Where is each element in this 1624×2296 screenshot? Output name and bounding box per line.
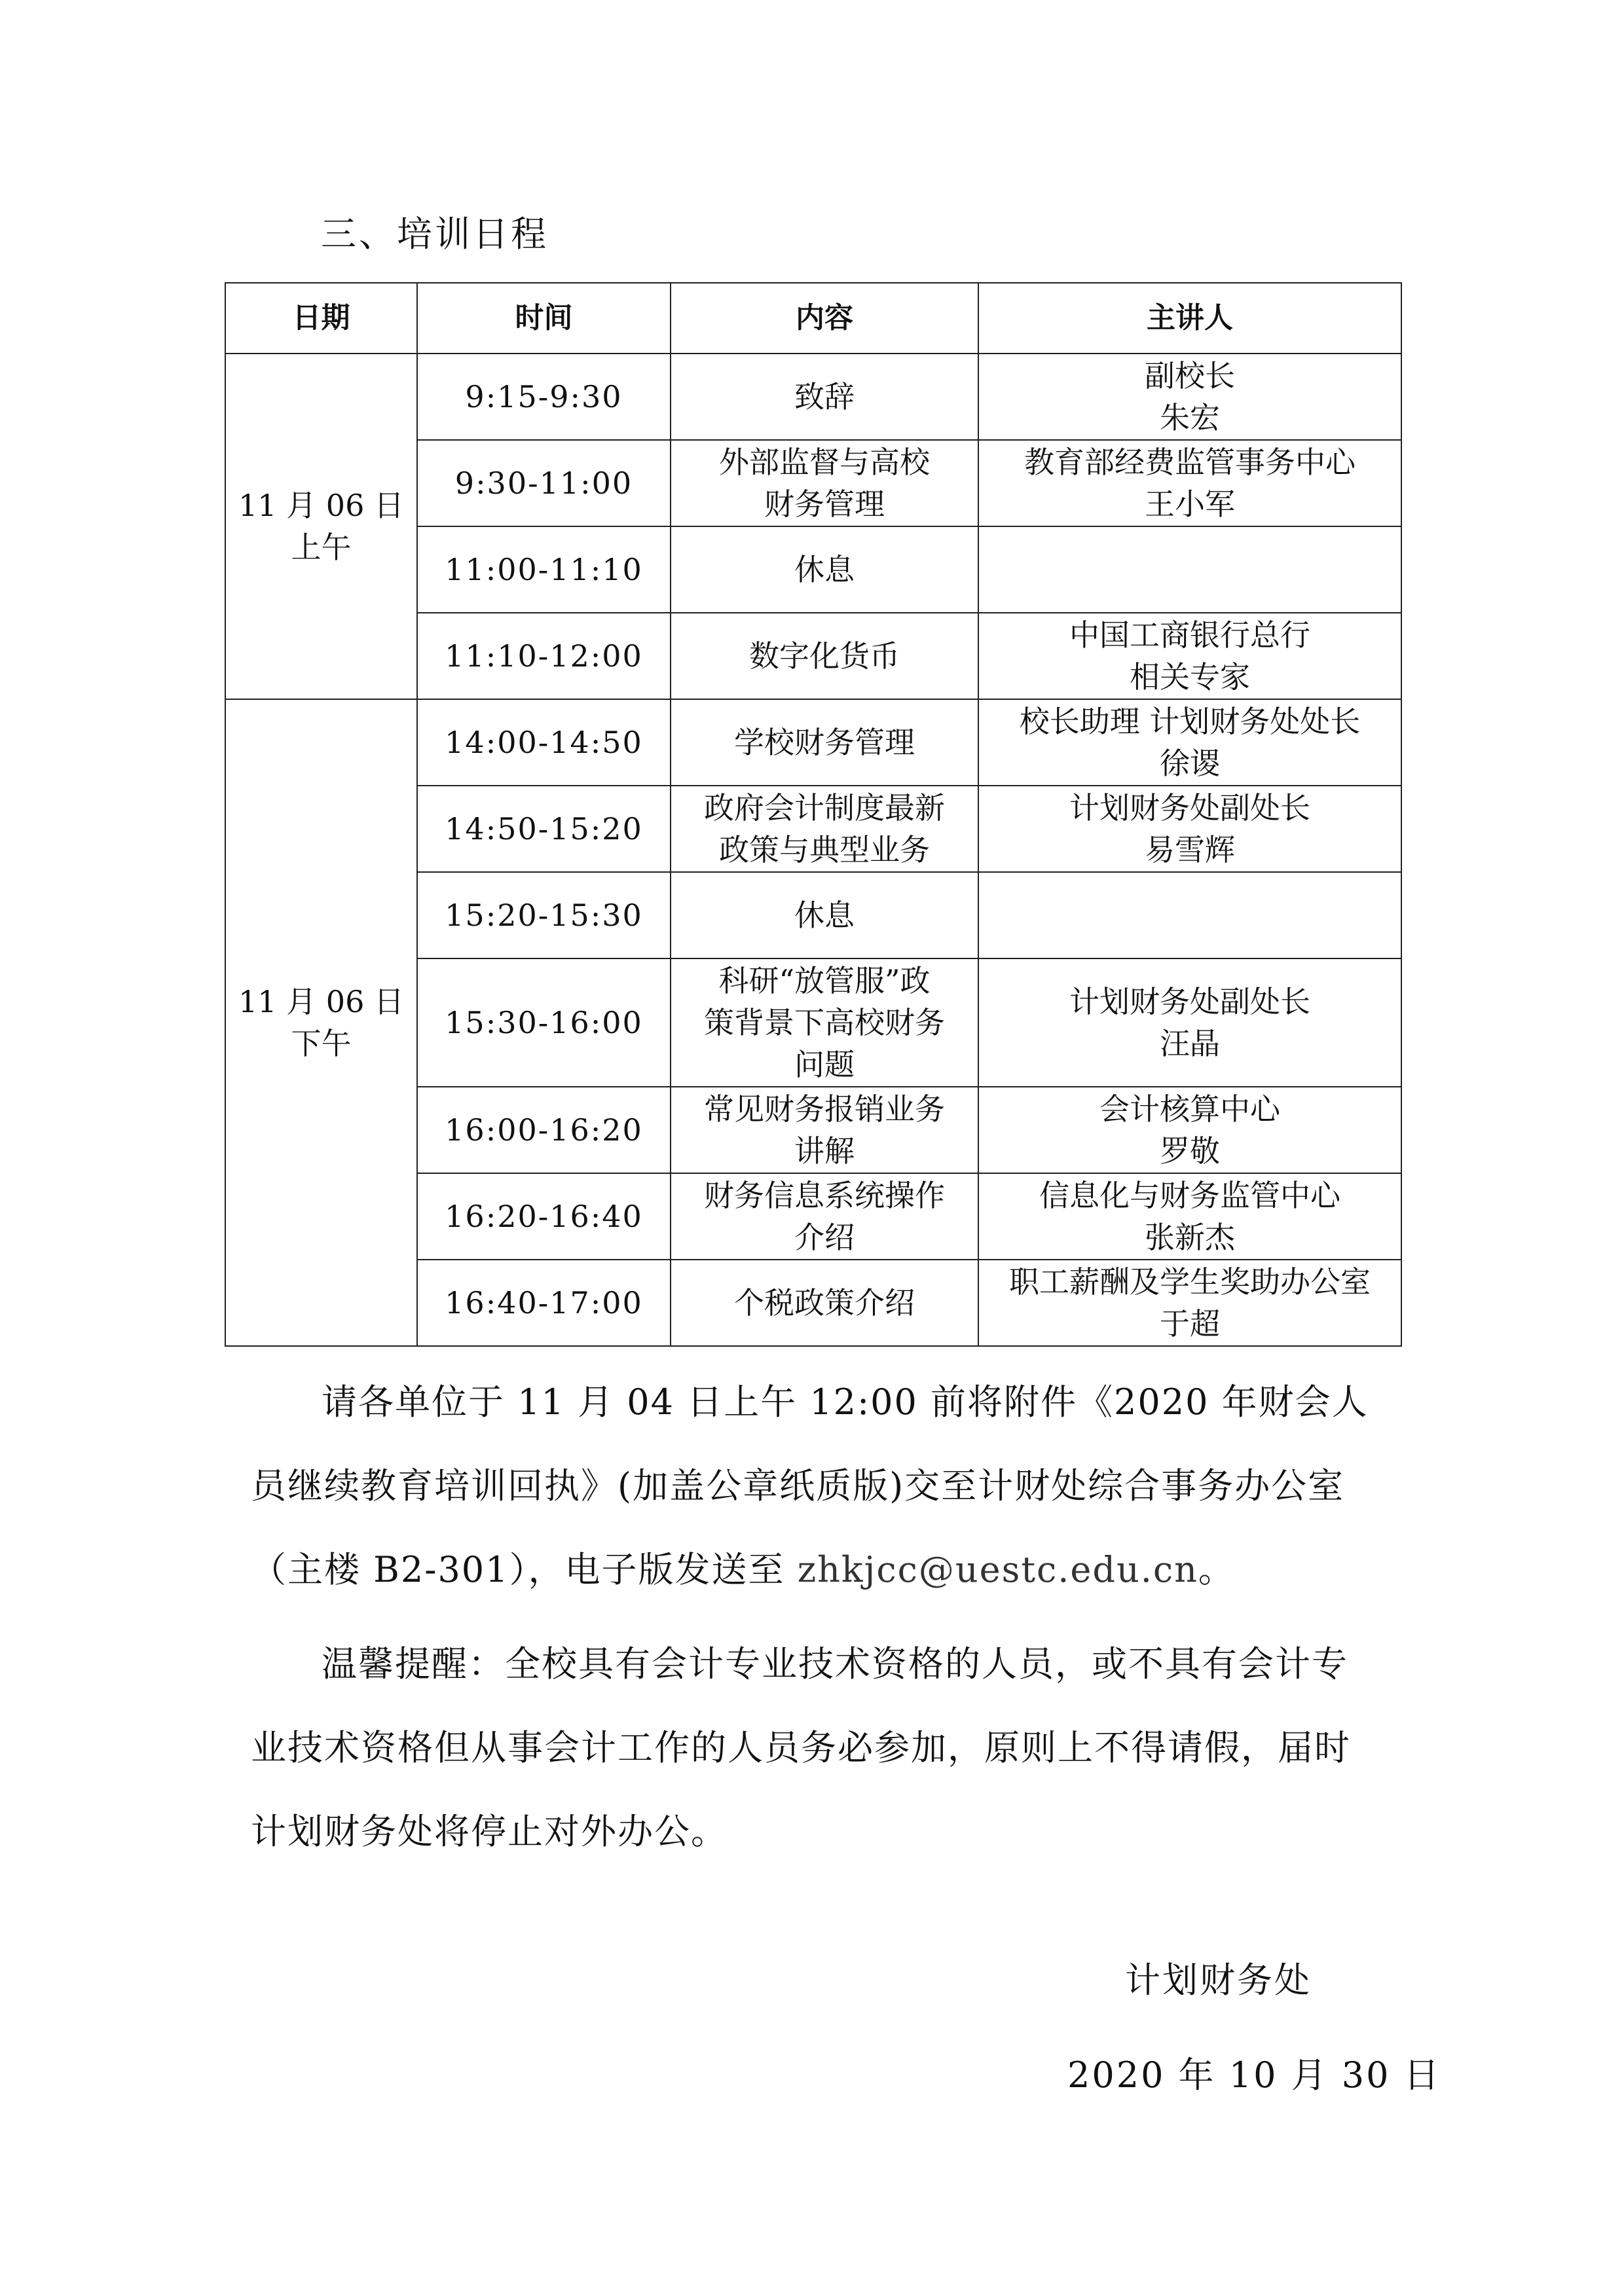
content-cell [671, 613, 978, 699]
content-line: 问题 [794, 1047, 855, 1082]
time-cell: 14:50-15:20 [417, 786, 671, 872]
email-address: zhkjcc@uestc.edu.cn [784, 1549, 1198, 1590]
speaker-cell [978, 613, 1401, 699]
content-cell [671, 440, 978, 526]
content-cell [671, 699, 978, 786]
speaker-cell [978, 1087, 1401, 1173]
date-line: 上午 [291, 530, 352, 565]
speaker-cell [978, 1173, 1401, 1260]
time-cell: 16:00-16:20 [417, 1087, 671, 1173]
speaker-cell [978, 786, 1401, 872]
speaker-line: 王小军 [1145, 486, 1235, 522]
reminder-text: 温馨提醒：全校具有会计专业技术资格的人员，或不具有会计专业技术资格但从事会计工作的人员务必参加，原则上不得请假，届时计划财务处将停止对外办公。 [251, 1643, 1351, 1852]
speaker-line: 张新杰 [1145, 1220, 1235, 1255]
content-line: 策背景下高校财务 [704, 1005, 945, 1040]
time-cell: 9:15-9:30 [417, 354, 671, 440]
submission-end: 。 [1198, 1549, 1235, 1590]
content-cell [671, 958, 978, 1087]
signature: 计划财务处 [1125, 1959, 1312, 2001]
content-line: 个税政策介绍 [734, 1285, 915, 1321]
content-cell [671, 354, 978, 440]
date-cell [225, 354, 417, 699]
sign-date: 2020 年 10 月 30 日 [1067, 2054, 1441, 2096]
content-cell [671, 872, 978, 958]
content-line: 财务管理 [764, 486, 885, 522]
header-time: 时间 [417, 283, 671, 354]
time-cell: 15:20-15:30 [417, 872, 671, 958]
speaker-cell [978, 958, 1401, 1087]
time-cell: 14:00-14:50 [417, 699, 671, 786]
content-line: 政府会计制度最新 [704, 790, 945, 826]
content-cell [671, 1087, 978, 1173]
speaker-line: 副校长 [1145, 358, 1235, 393]
content-line: 休息 [794, 898, 855, 933]
time-cell: 16:40-17:00 [417, 1260, 671, 1346]
speaker-line: 徐谡 [1160, 746, 1220, 781]
content-line: 科研“放管服”政 [718, 963, 931, 998]
content-cell [671, 786, 978, 872]
content-line: 外部监督与高校 [719, 445, 930, 480]
speaker-cell [978, 526, 1401, 613]
reminder-paragraph [251, 1622, 1384, 1874]
speaker-cell [978, 699, 1401, 786]
table-row [225, 354, 1401, 440]
header-date: 日期 [225, 283, 417, 354]
content-line: 介绍 [794, 1220, 855, 1255]
table-header-row [225, 283, 1401, 354]
content-line: 致辞 [794, 379, 855, 414]
header-content: 内容 [671, 283, 978, 354]
date-cell [225, 699, 417, 1346]
speaker-line: 汪晶 [1160, 1026, 1220, 1061]
content-cell [671, 1260, 978, 1346]
table-row [225, 699, 1401, 786]
content-cell [671, 1173, 978, 1260]
content-cell [671, 526, 978, 613]
training-schedule-table [225, 282, 1402, 1347]
speaker-line: 信息化与财务监管中心 [1039, 1178, 1340, 1213]
content-line: 学校财务管理 [734, 725, 915, 760]
speaker-line: 于超 [1160, 1306, 1220, 1341]
submission-text: 请各单位于 11 月 04 日上午 12:00 前将附件《2020 年财会人员继续教育培训回执》(加盖公章纸质版)交至计财处综合事务办公室（主楼 B2-301），电子版发送至 [251, 1381, 1369, 1590]
content-line: 讲解 [794, 1133, 855, 1169]
speaker-line: 中国工商银行总行 [1069, 617, 1310, 653]
date-line: 11 月 06 日 [238, 984, 404, 1019]
date-line: 下午 [291, 1026, 352, 1061]
speaker-line: 易雪辉 [1145, 832, 1235, 867]
speaker-line: 相关专家 [1130, 659, 1250, 695]
speaker-cell [978, 354, 1401, 440]
submission-paragraph [251, 1360, 1384, 1612]
speaker-line: 朱宏 [1160, 400, 1220, 435]
content-line: 休息 [794, 552, 855, 587]
time-cell: 16:20-16:40 [417, 1173, 671, 1260]
speaker-line: 教育部经费监管事务中心 [1024, 445, 1356, 480]
time-cell: 11:10-12:00 [417, 613, 671, 699]
time-cell: 15:30-16:00 [417, 958, 671, 1087]
content-line: 数字化货币 [749, 638, 900, 674]
speaker-cell [978, 1260, 1401, 1346]
content-line: 常见财务报销业务 [704, 1091, 945, 1127]
section-heading: 三、培训日程 [321, 213, 549, 255]
time-cell: 9:30-11:00 [417, 440, 671, 526]
speaker-line: 职工薪酬及学生奖助办公室 [1009, 1264, 1371, 1300]
content-line: 财务信息系统操作 [704, 1178, 945, 1213]
schedule-body [225, 354, 1401, 1346]
date-line: 11 月 06 日 [238, 488, 404, 523]
time-cell: 11:00-11:10 [417, 526, 671, 613]
speaker-line: 计划财务处副处长 [1069, 790, 1310, 826]
speaker-line: 校长助理 计划财务处处长 [1019, 704, 1361, 739]
speaker-line: 罗敬 [1160, 1133, 1220, 1169]
speaker-line: 会计核算中心 [1099, 1091, 1280, 1127]
speaker-cell [978, 440, 1401, 526]
header-speaker: 主讲人 [978, 283, 1401, 354]
content-line: 政策与典型业务 [719, 832, 930, 867]
speaker-line: 计划财务处副处长 [1069, 984, 1310, 1019]
speaker-cell [978, 872, 1401, 958]
